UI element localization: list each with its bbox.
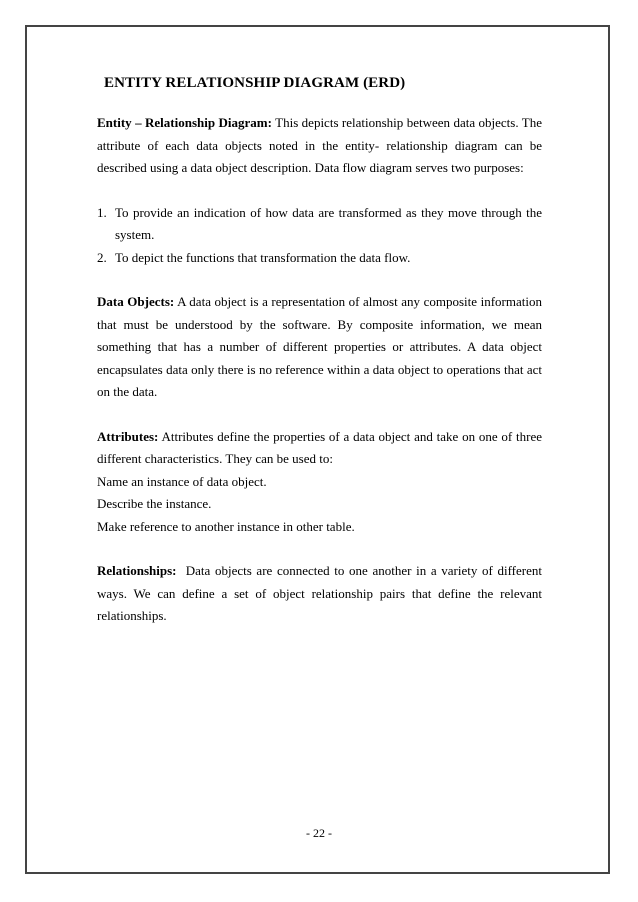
data-objects-label: Data Objects: bbox=[97, 294, 175, 309]
erd-paragraph bbox=[97, 112, 542, 180]
data-objects-text: A data object is a representation of almost any composite information that must be understood by the software. By composite information, we mean something that has a number of different properties or attributes. A data object encapsulates data only there is no reference within a data object to operations that act on the data. bbox=[97, 294, 542, 399]
list-item-number: 2. bbox=[97, 249, 107, 265]
data-objects-paragraph bbox=[97, 291, 542, 404]
attributes-label: Attributes: bbox=[97, 428, 159, 444]
attributes-paragraph bbox=[97, 426, 542, 471]
list-item bbox=[97, 247, 542, 270]
purposes-list bbox=[97, 202, 542, 270]
relationships-paragraph bbox=[97, 560, 546, 628]
relationships-label: Relationships: bbox=[97, 563, 177, 578]
attribute-use-line: Describe the instance. bbox=[97, 496, 212, 511]
list-item bbox=[97, 202, 542, 247]
list-item-number: 1. bbox=[97, 204, 107, 220]
document-body bbox=[97, 112, 546, 628]
erd-label: Entity – Relationship Diagram: bbox=[97, 115, 272, 130]
page-number: - 22 - bbox=[306, 826, 332, 840]
list-item-text: To provide an indication of how data are transformed as they move through the system. bbox=[115, 204, 542, 242]
attributes-text: Attributes define the properties of a data object and take on one of three different characteristics. They can be used to: bbox=[97, 428, 542, 466]
attribute-use-line: Make reference to another instance in other table. bbox=[97, 518, 355, 534]
attribute-use-line: Name an instance of data object. bbox=[97, 473, 267, 489]
list-item-text: To depict the functions that transformation the data flow. bbox=[115, 249, 411, 265]
erd-text: This depicts relationship between data objects. The attribute of each data objects noted in the entity- relationship diagram can be described using a data object description. Data flow diagram serves two purposes: bbox=[97, 115, 543, 175]
relationships-text: Data objects are connected to one another in a variety of different ways. We can define a set of object relationship pairs that define the relevant relationships. bbox=[97, 563, 546, 623]
page-heading: ENTITY RELATIONSHIP DIAGRAM (ERD) bbox=[104, 75, 406, 91]
